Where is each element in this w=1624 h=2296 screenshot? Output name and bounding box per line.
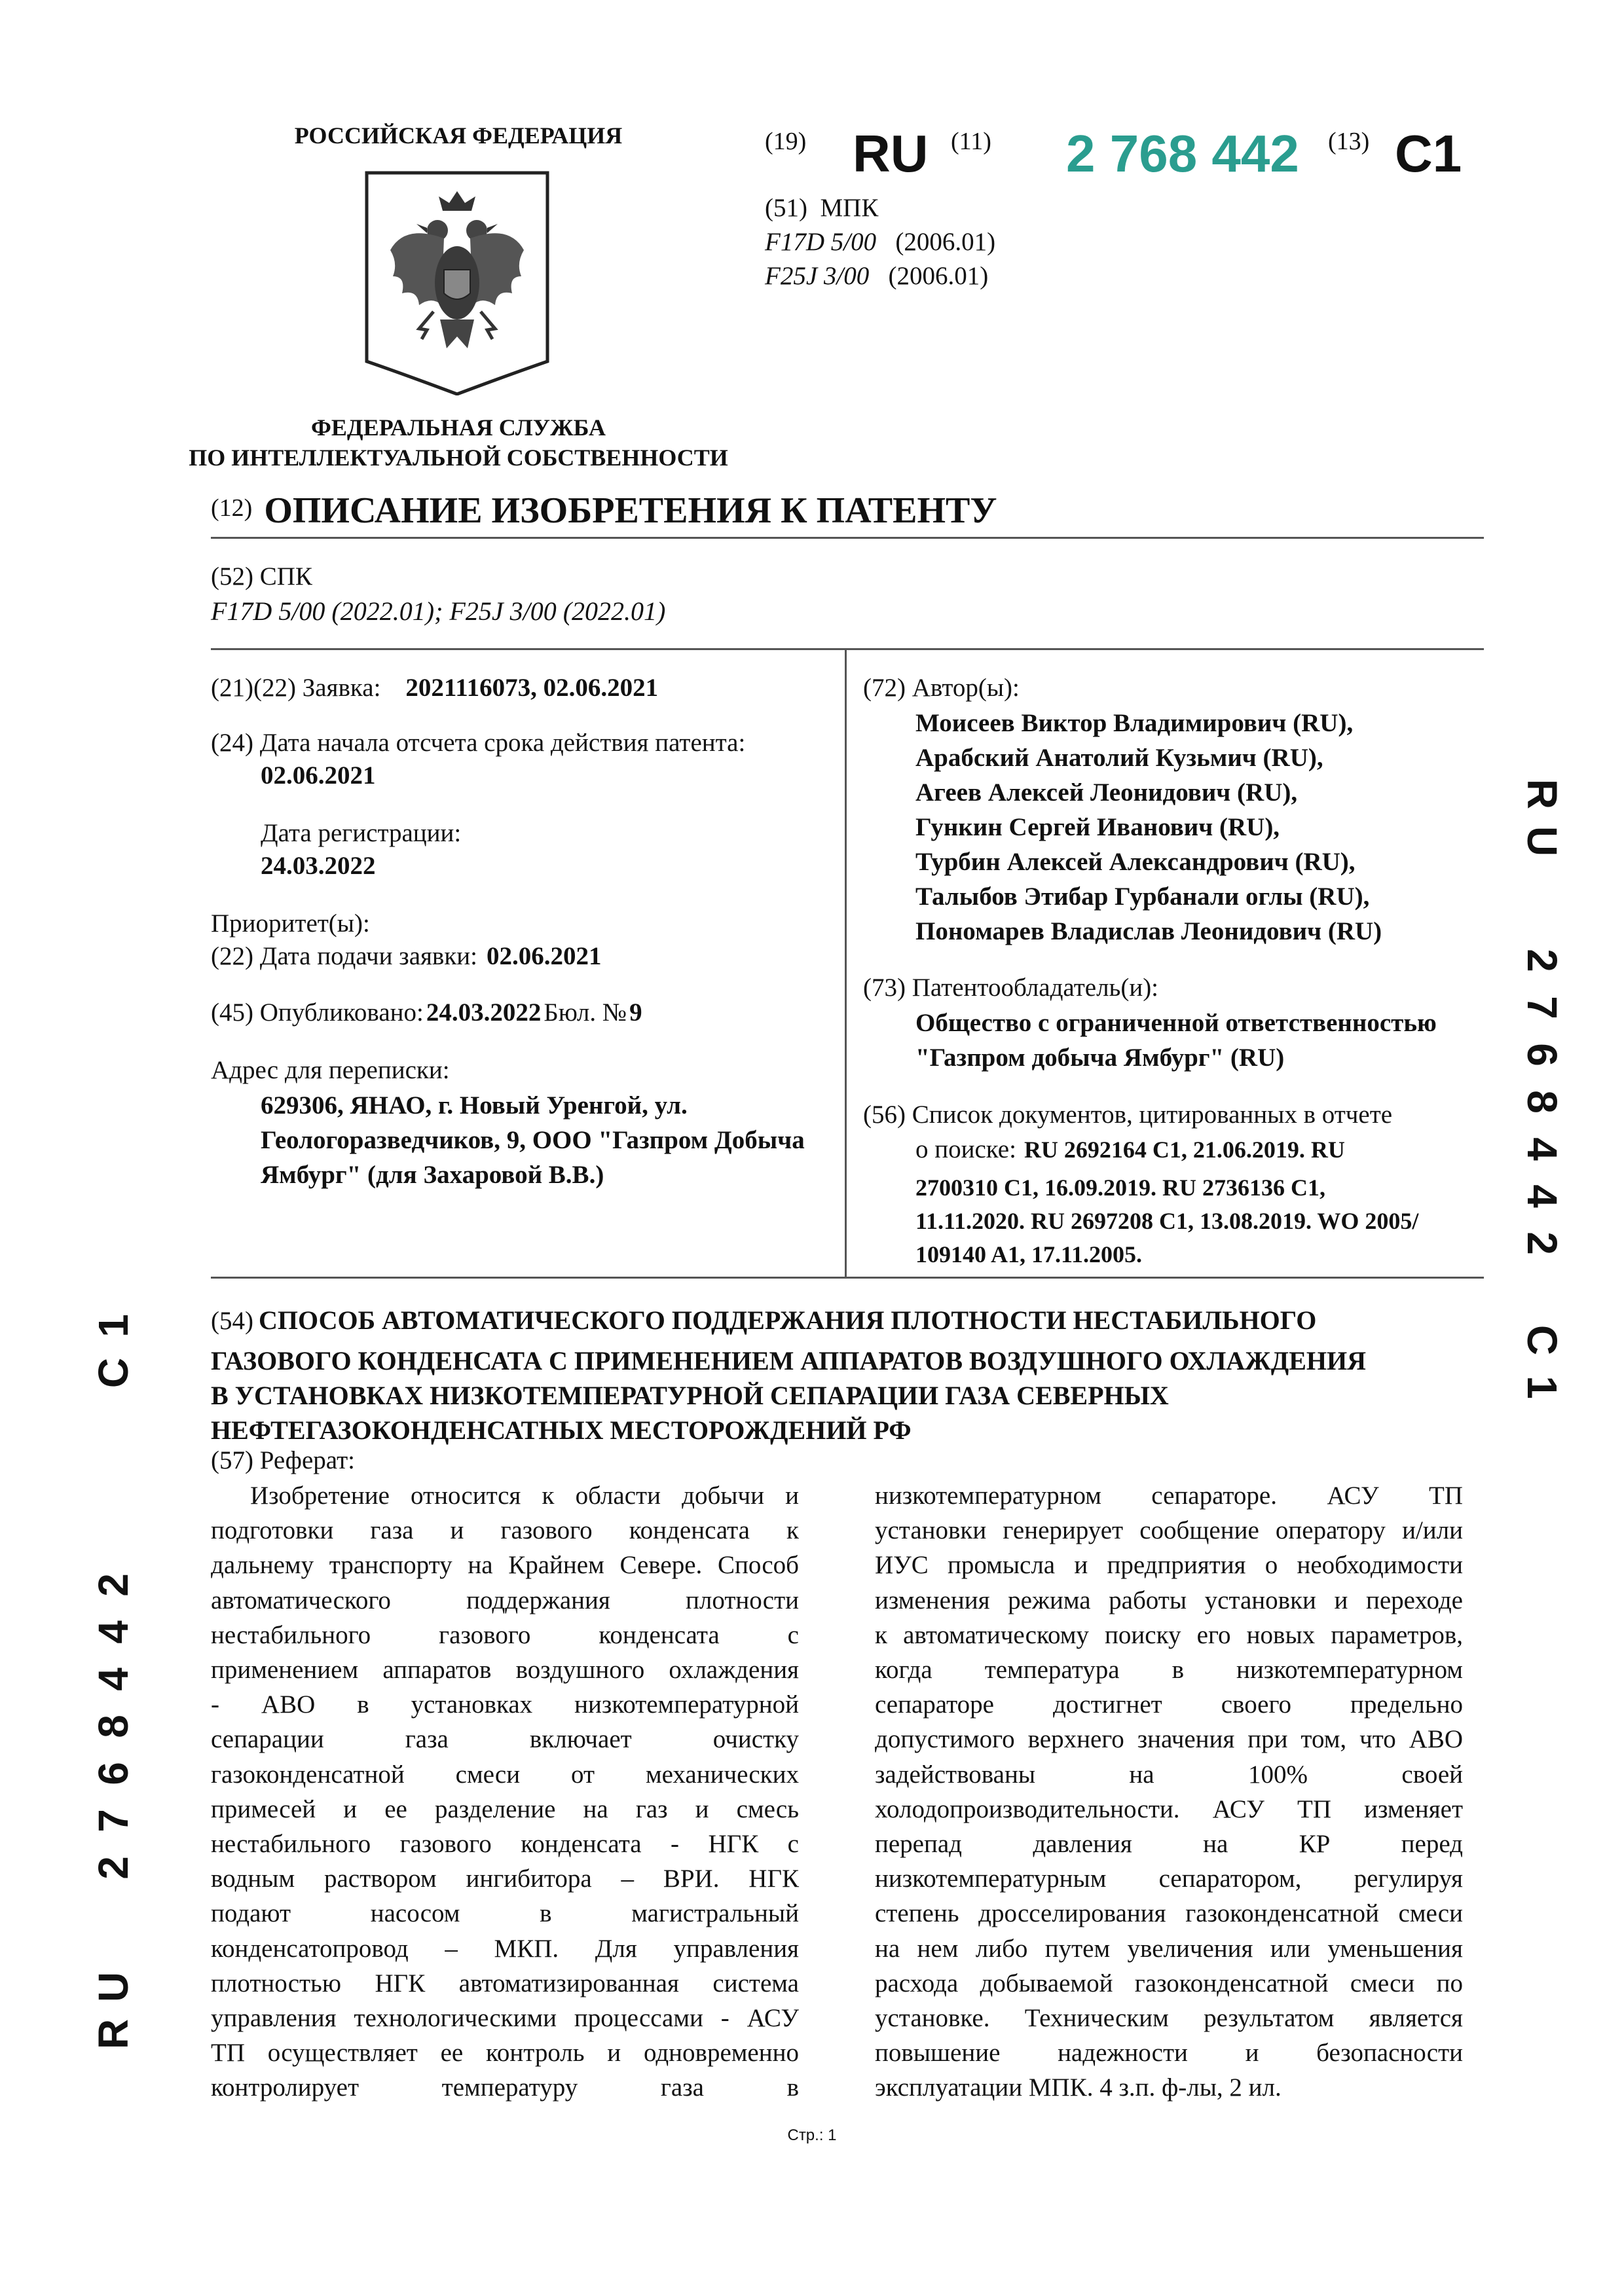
abstract-line: изменения режима работы установки и переходе: [875, 1586, 1463, 1614]
code-19: (19): [765, 128, 807, 155]
abstract-line: установки генерирует сообщение оператору и/или: [875, 1516, 1463, 1545]
side-char: 7: [90, 1809, 137, 1832]
invention-title-line: В УСТАНОВКАХ НИЗКОТЕМПЕРАТУРНОЙ СЕПАРАЦИИ ГАЗА СЕВЕРНЫХ: [211, 1381, 1169, 1410]
abstract-line: низкотемпературном сепараторе. АСУ ТП: [875, 1482, 1463, 1510]
reference-line: RU 2692164 C1, 21.06.2019. RU: [1024, 1137, 1345, 1163]
side-char: 2: [1519, 949, 1566, 972]
side-char: 2: [1519, 1231, 1566, 1255]
side-char: U: [1519, 826, 1566, 857]
abstract-line: низкотемпературным сепаратором, регулируя: [875, 1865, 1463, 1893]
abstract-line: плотностью НГК автоматизированная система: [211, 1969, 799, 1997]
filing-label: (22) Дата подачи заявки:: [211, 942, 478, 970]
bulletin-label: Бюл. №: [544, 998, 627, 1027]
address-block: [261, 1088, 805, 1192]
invention-title: [211, 1303, 1366, 1448]
abstract-line: установке. Техническим результатом является: [875, 2004, 1463, 2033]
author-item: Агеев Алексей Леонидович (RU),: [915, 778, 1298, 807]
author-item: Гункин Сергей Иванович (RU),: [915, 813, 1280, 841]
abstract-line: допустимого верхнего значения при том, что АВО: [875, 1725, 1463, 1754]
ipc-block: [765, 191, 995, 293]
filing-row: [211, 941, 602, 971]
cpc-label: СПК: [259, 562, 312, 591]
published-value: 24.03.2022: [426, 998, 542, 1027]
abstract-line: эксплуатации МПК. 4 з.п. ф-лы, 2 ил.: [875, 2073, 1282, 2102]
references-prefix: о поиске:: [915, 1135, 1016, 1163]
abstract-line: подают насосом в магистральный: [211, 1899, 799, 1928]
emblem-icon: [359, 165, 555, 395]
abstract-right-column: [875, 1478, 1463, 2105]
author-item: Арабский Анатолий Кузьмич (RU),: [915, 744, 1323, 772]
side-char: 2: [90, 1856, 137, 1880]
start-date-label: (24) Дата начала отсчета срока действия патента:: [211, 729, 746, 757]
abstract-line: сепараторе достигнет своего предельно: [875, 1690, 1463, 1719]
holder-label: (73) Патентообладатель(и):: [863, 974, 1159, 1002]
registration-value: 24.03.2022: [261, 852, 376, 880]
document-type: [211, 490, 997, 532]
side-char: C: [1519, 1324, 1566, 1356]
side-char: C: [90, 1357, 137, 1389]
holder-line: "Газпром добыча Ямбург" (RU): [915, 1044, 1285, 1072]
references-block: [915, 1133, 1418, 1271]
divider-3: [211, 1277, 1484, 1279]
side-label-right: [1238, 1044, 1624, 1103]
ipc-class-1: F17D 5/00: [765, 228, 877, 256]
abstract-line: степень дросселирования газоконденсатной смеси: [875, 1899, 1463, 1928]
abstract-line: сепарации газа включает очистку: [211, 1725, 799, 1754]
abstract-line: повышение надежности и безопасности: [875, 2039, 1463, 2068]
invention-title-line: ГАЗОВОГО КОНДЕНСАТА С ПРИМЕНЕНИЕМ АППАРАТОВ ВОЗДУШНОГО ОХЛАЖДЕНИЯ: [211, 1346, 1367, 1376]
page-number: Стр.: 1: [787, 2126, 837, 2144]
address-line: Геологоразведчиков, 9, ООО "Газпром Добыча: [261, 1126, 805, 1154]
holder-line: Общество с ограниченной ответственностью: [915, 1009, 1437, 1037]
abstract-line: применением аппаратов воздушного охлаждения: [211, 1656, 799, 1685]
reference-line: 11.11.2020. RU 2697208 C1, 13.08.2019. WO 2005/: [915, 1208, 1419, 1234]
invention-title-line: НЕФТЕГАЗОКОНДЕНСАТНЫХ МЕСТОРОЖДЕНИЙ РФ: [211, 1415, 912, 1445]
side-char: R: [1519, 778, 1566, 810]
abstract-line: расхода добываемой газоконденсатной смеси по: [875, 1969, 1463, 1997]
side-char: 4: [90, 1620, 137, 1644]
abstract-line: нестабильного газового конденсата с: [211, 1620, 799, 1649]
abstract-line: примесей и ее разделение на газ и смесь: [211, 1795, 799, 1823]
application-value: 2021116073, 02.06.2021: [405, 674, 659, 702]
kind-code: C1: [1395, 124, 1462, 183]
abstract-line: ТП осуществляет ее контроль и одновременно: [211, 2039, 799, 2068]
side-char: 8: [1519, 1090, 1566, 1114]
side-char: 1: [1519, 1376, 1566, 1399]
abstract-left-column: [211, 1478, 799, 2105]
side-char: 2: [90, 1573, 137, 1597]
divider-1: [211, 537, 1484, 539]
document-type-title: ОПИСАНИЕ ИЗОБРЕТЕНИЯ К ПАТЕНТУ: [264, 490, 997, 531]
author-item: Пономарев Владислав Леонидович (RU): [915, 917, 1382, 945]
invention-title-line: СПОСОБ АВТОМАТИЧЕСКОГО ПОДДЕРЖАНИЯ ПЛОТНОСТИ НЕСТАБИЛЬНОГО: [258, 1305, 1317, 1335]
bulletin-value: 9: [629, 998, 642, 1027]
ipc-year-2: (2006.01): [888, 262, 989, 290]
abstract-line: - АВО в установках низкотемпературной: [211, 1690, 799, 1719]
author-item: Талыбов Этибар Гурбанали оглы (RU),: [915, 883, 1370, 911]
patent-number: 2 768 442: [1066, 124, 1299, 183]
agency-line-1: ФЕДЕРАЛЬНАЯ СЛУЖБА: [311, 414, 606, 441]
abstract-line: ИУС промысла и предприятия о необходимости: [875, 1551, 1463, 1580]
authors-list: [915, 706, 1382, 949]
abstract-line: задействованы на 100% своей: [875, 1760, 1463, 1789]
registration-label: Дата регистрации:: [261, 819, 462, 847]
side-char: R: [90, 2018, 137, 2050]
side-char: 4: [1519, 1137, 1566, 1161]
column-divider: [845, 648, 847, 1277]
abstract-label: (57) Реферат:: [211, 1446, 355, 1474]
abstract-line: управления технологическими процессами - АСУ: [211, 2004, 799, 2033]
abstract-line: к автоматическому поиску его новых параметров,: [875, 1620, 1463, 1649]
side-char: 4: [90, 1667, 137, 1691]
ipc-year-1: (2006.01): [895, 228, 996, 256]
side-char: 8: [90, 1715, 137, 1738]
ipc-label: МПК: [820, 194, 879, 222]
country-code: RU: [853, 124, 929, 183]
side-char: U: [90, 1971, 137, 2003]
ipc-code: (51): [765, 194, 807, 222]
agency-line-2: ПО ИНТЕЛЛЕКТУАЛЬНОЙ СОБСТВЕННОСТИ: [189, 445, 728, 471]
country-name: РОССИЙСКАЯ ФЕДЕРАЦИЯ: [294, 122, 623, 149]
abstract-line: холодопроизводительности. АСУ ТП изменяет: [875, 1795, 1463, 1823]
code-12: (12): [211, 494, 253, 522]
side-char: 7: [1519, 996, 1566, 1019]
side-char: 4: [1519, 1184, 1566, 1208]
cpc-label-row: [211, 562, 312, 591]
abstract-line: нестабильного газового конденсата - НГК с: [211, 1830, 799, 1859]
start-date-value: 02.06.2021: [261, 761, 376, 790]
abstract-line: водным раствором ингибитора – ВРИ. НГК: [211, 1865, 799, 1893]
side-char: 6: [90, 1762, 137, 1785]
abstract-line: дальнему транспорту на Крайнем Севере. Способ: [211, 1551, 799, 1580]
abstract-line: контролирует температуру газа в: [211, 2073, 799, 2102]
published-row: [211, 998, 642, 1027]
reference-line: 2700310 C1, 16.09.2019. RU 2736136 C1,: [915, 1175, 1325, 1201]
abstract-line: конденсатопровод – МКП. Для управления: [211, 1934, 799, 1963]
abstract-line: автоматического поддержания плотности: [211, 1586, 799, 1614]
ipc-class-2: F25J 3/00: [765, 262, 870, 290]
cpc-classes: F17D 5/00 (2022.01); F25J 3/00 (2022.01): [211, 596, 666, 626]
address-line: Ямбург" (для Захаровой В.В.): [261, 1161, 604, 1189]
author-item: Моисеев Виктор Владимирович (RU),: [915, 709, 1354, 737]
application-row: [211, 673, 658, 702]
side-char: 6: [1519, 1043, 1566, 1066]
code-13: (13): [1328, 128, 1370, 155]
abstract-line: на нем либо путем увеличения или уменьшения: [875, 1934, 1463, 1963]
abstract-line: когда температура в низкотемпературном: [875, 1656, 1463, 1685]
authors-label: (72) Автор(ы):: [863, 674, 1020, 702]
code-54: (54): [211, 1307, 253, 1335]
abstract-line: Изобретение относится к области добычи и: [250, 1482, 799, 1510]
priority-label: Приоритет(ы):: [211, 909, 370, 938]
abstract-line: газоконденсатной смеси от механических: [211, 1760, 799, 1789]
author-item: Турбин Алексей Александрович (RU),: [915, 848, 1356, 876]
published-label: (45) Опубликовано:: [211, 998, 424, 1027]
address-label: Адрес для переписки:: [211, 1056, 450, 1084]
side-char: 1: [90, 1314, 137, 1338]
address-line: 629306, ЯНАО, г. Новый Уренгой, ул.: [261, 1091, 688, 1120]
code-11: (11): [951, 128, 991, 155]
cpc-code: (52): [211, 562, 253, 591]
application-label: (21)(22) Заявка:: [211, 674, 381, 702]
abstract-line: подготовки газа и газового конденсата к: [211, 1516, 799, 1545]
filing-value: 02.06.2021: [487, 942, 602, 970]
abstract-line: перепад давления на КР перед: [875, 1830, 1463, 1859]
divider-2: [211, 648, 1484, 650]
references-label: (56) Список документов, цитированных в отчете: [863, 1101, 1393, 1129]
reference-line: 109140 A1, 17.11.2005.: [915, 1241, 1143, 1267]
